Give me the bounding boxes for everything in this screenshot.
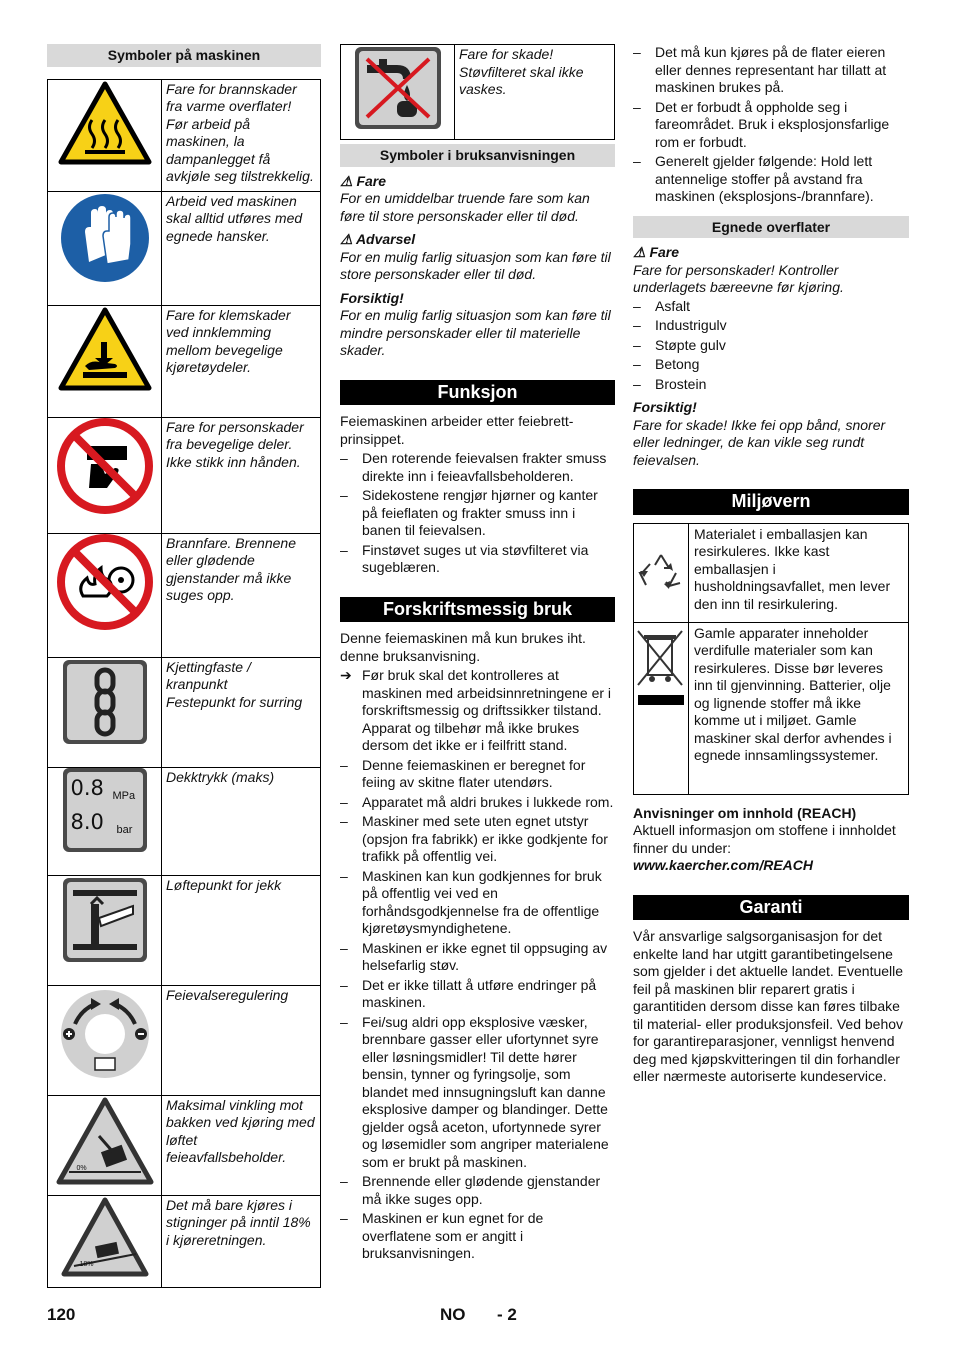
list-item: – Støpte gulv <box>633 337 909 355</box>
list-item: – Finstøvet suges ut via støvfilteret via sugeblæren. <box>340 542 615 577</box>
rules-list <box>633 44 909 206</box>
no-burning-debris-icon <box>48 534 161 630</box>
list-item: – Det er ikke tillatt å utføre endringer på maskinen. <box>340 977 615 1012</box>
jack-point-icon <box>48 876 161 964</box>
chain-lashing-icon <box>48 658 161 746</box>
warning-triangle-icon: ⚠ <box>633 244 646 260</box>
forsiktig-label: Forsiktig! <box>633 399 697 415</box>
list-item: – Generelt gjelder følgende: Hold lett antennelige stoffer på avstand fra maskinen (eksplosjons-/brannfare). <box>633 153 909 206</box>
column-left <box>47 44 321 1288</box>
reach-text: Aktuell informasjon om stoffene i innholdet finner du under: <box>633 822 896 856</box>
symbol-text: Maksimal vinkling mot bakken ved kjøring med løftet feieavfallsbeholder. <box>162 1095 321 1195</box>
manual-symbols-heading: Symboler i bruksanvisningen <box>340 144 615 167</box>
funksjon-list <box>340 450 615 577</box>
column-right <box>633 44 909 1086</box>
fare-text: For en umiddelbar truende fare som kan føre til store personskader eller til død. <box>340 190 590 224</box>
warning-triangle-icon: ⚠ <box>340 231 353 247</box>
funksjon-heading: Funksjon <box>340 380 615 406</box>
funksjon-intro: Feiemaskinen arbeider etter feiebrett-prinsippet. <box>340 413 574 447</box>
max-incline-icon <box>48 1196 161 1278</box>
symbol-text: Kjettingfaste / kranpunkt Festepunkt for surring <box>162 657 321 767</box>
symbol-text: Fare for personskader fra bevegelige deler. Ikke stikk inn hånden. <box>162 417 321 533</box>
symbol-text: Arbeid ved maskinen skal alltid utføres med egnede hansker. <box>162 191 321 305</box>
miljo-heading: Miljøvern <box>633 489 909 515</box>
symbol-text: Feievalseregulering <box>162 985 321 1095</box>
list-item: – Maskinen er kun egnet for de overflatene som er angitt i bruksanvisningen. <box>340 1210 615 1263</box>
list-item: – Apparatet må aldri brukes i lukkede rom. <box>340 794 615 812</box>
symbol-text: Fare for brannskader fra varme overflater! Før arbeid på maskinen, la dampanlegget få avkjøle seg tilstrekkelig. <box>162 79 321 191</box>
fare-label <box>340 173 615 191</box>
filter-warning-text: Fare for skade! Støvfilteret skal ikke vaskes. <box>455 45 615 140</box>
wear-gloves-icon <box>48 192 161 284</box>
recycle-text: Materialet i emballasjen kan resirkuleres. Ikke kast emballasjen i husholdningsavfallet, men lever den inn til resirkulering. <box>689 523 909 622</box>
incline-percent: 18% <box>79 1260 94 1268</box>
bruk-heading: Forskriftsmessig bruk <box>340 597 615 623</box>
bruk-intro: Denne feiemaskinen må kun brukes iht. denne bruksanvisning. <box>340 630 586 664</box>
machine-symbols-table <box>47 79 321 1288</box>
recycle-icon <box>634 524 688 622</box>
reach-heading: Anvisninger om innhold (REACH) <box>633 804 857 821</box>
list-item: – Det må kun kjøres på de flater eieren eller dennes representant har tillatt at maskinen brukes på. <box>633 44 909 97</box>
environment-table <box>633 523 909 795</box>
advarsel-label <box>340 231 615 249</box>
language-code: NO <box>440 1305 466 1324</box>
crush-hazard-icon <box>48 306 161 392</box>
fare-label-text: Fare <box>356 172 387 189</box>
symbol-text: Det må bare kjøres i stigninger på inntil 18% i kjøreretningen. <box>162 1195 321 1287</box>
weee-bin-icon <box>634 623 688 794</box>
list-item: – Brennende eller glødende gjenstander må ikke suges opp. <box>340 1173 615 1208</box>
list-item: – Denne feiemaskinen er beregnet for feiing av skitne flater utendørs. <box>340 757 615 792</box>
list-item: – Brostein <box>633 376 909 394</box>
fare-text: Fare for personskader! Kontroller underlagets bæreevne før kjøring. <box>633 261 844 295</box>
list-item: – Maskinen er ikke egnet til oppsuging av helsefarlig støv. <box>340 940 615 975</box>
symbol-text: Brannfare. Brennene eller glødende gjenstander må ikke suges opp. <box>162 533 321 657</box>
pressure-unit-mpa: MPa <box>112 789 136 802</box>
pressure-unit-bar: bar <box>116 823 133 836</box>
section-number: - 2 <box>497 1305 517 1324</box>
pressure-value-bar: 8.0 <box>70 809 104 834</box>
advarsel-label-text: Advarsel <box>355 231 416 247</box>
forsiktig-text: For en mulig farlig situasjon som kan føre til mindre personskader eller til materielle skader. <box>340 307 611 358</box>
fare-label <box>633 244 909 262</box>
pressure-value-mpa: 0.8 <box>70 775 104 800</box>
filter-warning-table <box>340 44 615 140</box>
tyre-pressure-icon <box>48 768 161 852</box>
list-item: – Den roterende feievalsen frakter smuss direkte inn i feieavfallsbeholderen. <box>340 450 615 485</box>
tilt-percent: 0% <box>76 1164 87 1172</box>
list-item: – Industrigulv <box>633 317 909 335</box>
warning-triangle-icon: ⚠ <box>340 172 353 189</box>
column-middle <box>340 44 615 1265</box>
surfaces-list <box>633 298 909 394</box>
advarsel-text: For en mulig farlig situasjon som kan føre til store personskader eller til død. <box>340 248 611 282</box>
garanti-text: Vår ansvarlige salgsorganisasjon for det enkelte land har utgitt garantibetingelsene som gjelder i det aktuelle landet. Eventuelle feil på maskinen blir reparert gratis i garantitiden dersom disse kan føres tilbake til material- eller produksjonsfeil. Ved behov for garantireparasjoner, vennligst henvend deg med kjøpskvitteringen til din forhandler eller nærmeste autoriserte kundeservice. <box>633 928 904 1084</box>
list-item: – Sidekostene rengjør hjørner og kanter på feieflaten og frakter smuss inn i banen til feievalsen. <box>340 487 615 540</box>
hot-surface-warning-icon <box>48 80 161 166</box>
bruk-list <box>340 667 615 1263</box>
fare-label-text: Fare <box>649 244 680 260</box>
no-hand-in-icon <box>48 418 161 514</box>
symbol-text: Løftepunkt for jekk <box>162 875 321 985</box>
garanti-heading: Garanti <box>633 895 909 921</box>
no-wash-filter-icon <box>341 45 454 131</box>
max-tilt-raised-icon <box>48 1096 161 1186</box>
brush-adjust-icon <box>48 986 161 1082</box>
reach-link[interactable]: www.kaercher.com/REACH <box>633 857 813 873</box>
list-item: – Asfalt <box>633 298 909 316</box>
weee-text: Gamle apparater inneholder verdifulle materialer som kan resirkuleres. Disse bør leveres inn til gjenvinning. Batterier, olje og lignende stoffer må ikke komme ut i miljøet. Gamle maskiner skal derfor avhendes i egnede innsamlingssystemer. <box>689 622 909 794</box>
list-item: – Maskinen kan kun godkjennes for bruk på offentlig vei ved en forhåndsgodkjennelse fra de offentlige kjøretøysmyndighetene. <box>340 868 615 938</box>
list-item: – Fei/sug aldri opp eksplosive væsker, brennbare gasser eller ufortynnet syre eller løsningsmidler! Til dette hører bensin, tynner og fyringsolje, som blandet med innsugningsluft kan danne eksplosive damper og blandinger. Dette gjelder også aceton, ufortynnede syrer og løsemidler som angriper materialene som er brukt på maskinen. <box>340 1014 615 1172</box>
forsiktig-label: Forsiktig! <box>340 289 404 306</box>
forsiktig-text: Fare for skade! Ikke fei opp bånd, snorer eller ledninger, de kan vikle seg rundt feievalsen. <box>633 416 886 468</box>
list-item: – Det er forbudt å oppholde seg i fareområdet. Bruk i eksplosjonsfarlige rom er forbudt. <box>633 99 909 152</box>
list-item: – Betong <box>633 356 909 374</box>
list-item: – Maskiner med sete uten egnet utstyr (opsjon fra fabrikk) er ikke godkjente for trafikk på offentlig vei. <box>340 813 615 866</box>
symbol-text: Fare for klemskader ved innklemming mellom bevegelige kjøretøydeler. <box>162 305 321 417</box>
symbol-text: Dekktrykk (maks) <box>162 767 321 875</box>
page-number: 120 <box>47 1305 76 1324</box>
machine-symbols-heading: Symboler på maskinen <box>47 44 321 67</box>
list-item: ➔ Før bruk skal det kontrolleres at maskinen med arbeidsinnretningene er i forskriftsmessig og driftssikker tilstand. Apparat og tilbehør må ikke brukes dersom det ikke er i feilfritt stand. <box>340 667 615 755</box>
surfaces-heading: Egnede overflater <box>633 216 909 239</box>
